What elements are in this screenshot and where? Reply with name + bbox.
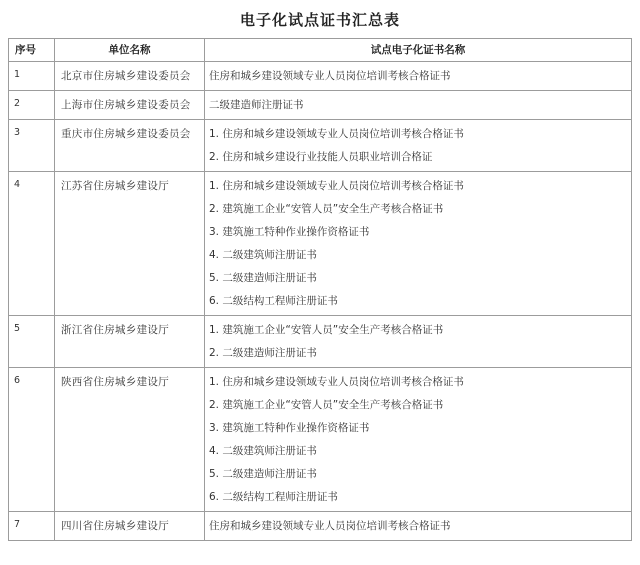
row-certificate-list bbox=[205, 316, 632, 368]
certificate-item: 5. 二级建造师注册证书 bbox=[209, 468, 317, 480]
row-serial-number: 1 bbox=[9, 62, 55, 91]
certificate-summary-table bbox=[8, 38, 632, 541]
table-row bbox=[9, 316, 632, 368]
row-unit-name: 上海市住房城乡建设委员会 bbox=[55, 91, 205, 120]
page-title: 电子化试点证书汇总表 bbox=[239, 11, 400, 29]
certificate-item: 二级建造师注册证书 bbox=[209, 99, 304, 111]
header-serial-number: 序号 bbox=[9, 39, 55, 62]
table-header-row bbox=[9, 39, 632, 62]
certificate-item: 6. 二级结构工程师注册证书 bbox=[209, 295, 338, 307]
certificate-item: 1. 住房和城乡建设领域专业人员岗位培训考核合格证书 bbox=[209, 180, 464, 192]
certificate-item: 3. 建筑施工特种作业操作资格证书 bbox=[209, 422, 370, 434]
row-unit-name: 江苏省住房城乡建设厅 bbox=[55, 172, 205, 316]
certificate-item: 住房和城乡建设领域专业人员岗位培训考核合格证书 bbox=[209, 70, 451, 82]
row-unit-name: 重庆市住房城乡建设委员会 bbox=[55, 120, 205, 172]
table-row bbox=[9, 172, 632, 316]
row-serial-number: 5 bbox=[9, 316, 55, 368]
certificate-item: 1. 住房和城乡建设领域专业人员岗位培训考核合格证书 bbox=[209, 128, 464, 140]
header-certificate-names: 试点电子化证书名称 bbox=[205, 39, 632, 62]
certificate-item: 2. 住房和城乡建设行业技能人员职业培训合格证 bbox=[209, 151, 433, 163]
row-serial-number: 7 bbox=[9, 512, 55, 541]
certificate-item: 6. 二级结构工程师注册证书 bbox=[209, 491, 338, 503]
table-row bbox=[9, 62, 632, 91]
row-serial-number: 2 bbox=[9, 91, 55, 120]
certificate-item: 1. 住房和城乡建设领域专业人员岗位培训考核合格证书 bbox=[209, 376, 464, 388]
row-certificate-list bbox=[205, 512, 632, 541]
table-row bbox=[9, 91, 632, 120]
certificate-item: 住房和城乡建设领域专业人员岗位培训考核合格证书 bbox=[209, 520, 451, 532]
row-unit-name: 北京市住房城乡建设委员会 bbox=[55, 62, 205, 91]
certificate-item: 1. 建筑施工企业“安管人员”安全生产考核合格证书 bbox=[209, 324, 444, 336]
row-certificate-list bbox=[205, 172, 632, 316]
table-row bbox=[9, 120, 632, 172]
table-row bbox=[9, 368, 632, 512]
certificate-item: 4. 二级建筑师注册证书 bbox=[209, 249, 317, 261]
certificate-item: 2. 二级建造师注册证书 bbox=[209, 347, 317, 359]
certificate-item: 5. 二级建造师注册证书 bbox=[209, 272, 317, 284]
certificate-item: 4. 二级建筑师注册证书 bbox=[209, 445, 317, 457]
row-unit-name: 陕西省住房城乡建设厅 bbox=[55, 368, 205, 512]
row-certificate-list bbox=[205, 91, 632, 120]
header-unit-name: 单位名称 bbox=[55, 39, 205, 62]
row-serial-number: 6 bbox=[9, 368, 55, 512]
row-certificate-list bbox=[205, 368, 632, 512]
certificate-item: 3. 建筑施工特种作业操作资格证书 bbox=[209, 226, 370, 238]
row-serial-number: 4 bbox=[9, 172, 55, 316]
row-serial-number: 3 bbox=[9, 120, 55, 172]
row-unit-name: 浙江省住房城乡建设厅 bbox=[55, 316, 205, 368]
row-unit-name: 四川省住房城乡建设厅 bbox=[55, 512, 205, 541]
row-certificate-list bbox=[205, 120, 632, 172]
table-body bbox=[9, 62, 632, 541]
table-row bbox=[9, 512, 632, 541]
row-certificate-list bbox=[205, 62, 632, 91]
certificate-item: 2. 建筑施工企业“安管人员”安全生产考核合格证书 bbox=[209, 203, 444, 215]
certificate-item: 2. 建筑施工企业“安管人员”安全生产考核合格证书 bbox=[209, 399, 444, 411]
